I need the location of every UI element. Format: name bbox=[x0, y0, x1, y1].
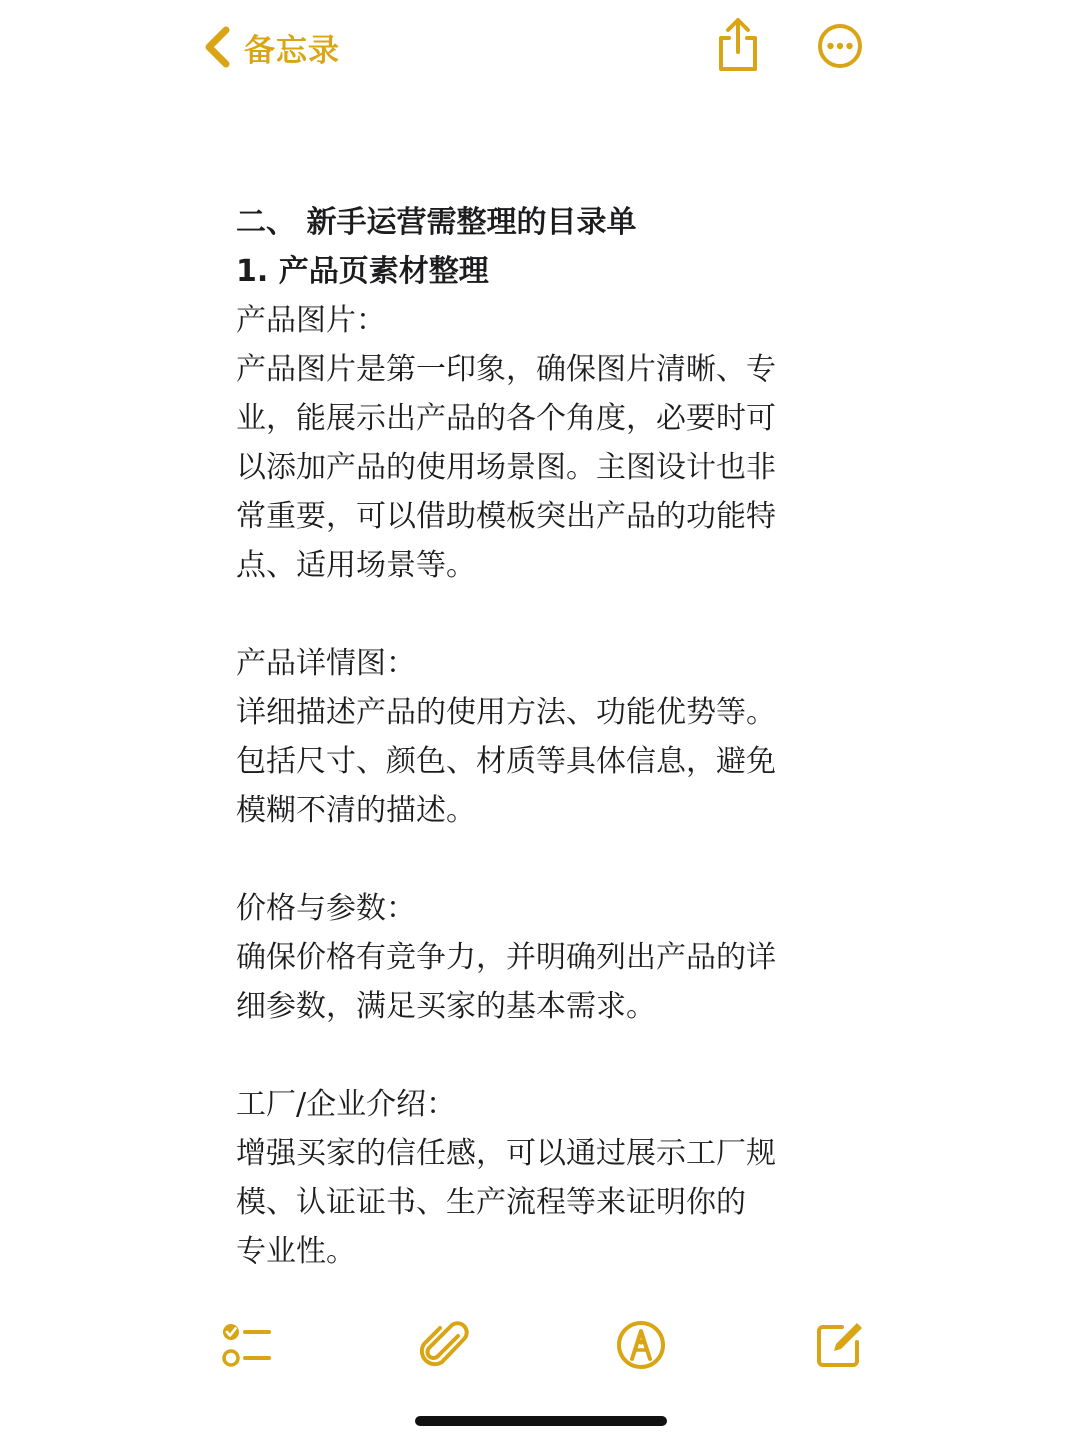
compose-icon[interactable] bbox=[812, 1318, 866, 1372]
navigation-bar bbox=[0, 0, 1080, 100]
note-text-line: 点、适用场景等。 bbox=[236, 548, 476, 583]
note-text-line: 专业性。 bbox=[236, 1234, 356, 1269]
chevron-left-icon bbox=[200, 22, 234, 72]
blank-line bbox=[236, 1031, 836, 1080]
note-text-line: 业，能展示出产品的各个角度，必要时可 bbox=[236, 401, 776, 436]
checklist-icon[interactable] bbox=[218, 1318, 272, 1372]
note-text-line: 价格与参数： bbox=[236, 891, 416, 926]
note-body[interactable] bbox=[236, 198, 836, 1276]
markup-pen-icon[interactable] bbox=[614, 1318, 668, 1372]
note-text-line: 产品图片是第一印象，确保图片清晰、专 bbox=[236, 352, 776, 387]
note-text-line: 模糊不清的描述。 bbox=[236, 793, 476, 828]
note-text-line: 增强买家的信任感，可以通过展示工厂规 bbox=[236, 1136, 776, 1171]
back-button[interactable] bbox=[200, 22, 340, 72]
note-text-line: 详细描述产品的使用方法、功能优势等。 bbox=[236, 695, 776, 730]
note-text-line: 产品图片： bbox=[236, 303, 386, 338]
note-text-line: 产品详情图： bbox=[236, 646, 416, 681]
bottom-toolbar bbox=[0, 1310, 1080, 1380]
note-text-line: 确保价格有竞争力，并明确列出产品的详 bbox=[236, 940, 776, 975]
note-text-line: 工厂/企业介绍： bbox=[236, 1087, 457, 1122]
ellipsis-circle-icon[interactable] bbox=[816, 22, 864, 70]
home-indicator[interactable] bbox=[415, 1416, 667, 1426]
note-text-line: 包括尺寸、颜色、材质等具体信息，避免 bbox=[236, 744, 776, 779]
share-icon[interactable] bbox=[713, 16, 763, 74]
blank-line bbox=[236, 590, 836, 639]
back-label: 备忘录 bbox=[244, 32, 340, 69]
blank-line bbox=[236, 835, 836, 884]
note-text-line: 模、认证证书、生产流程等来证明你的 bbox=[236, 1185, 746, 1220]
note-heading: 二、 新手运营需整理的目录单 bbox=[236, 205, 637, 240]
note-text-line: 常重要，可以借助模板突出产品的功能特 bbox=[236, 499, 776, 534]
note-text-line: 以添加产品的使用场景图。主图设计也非 bbox=[236, 450, 776, 485]
note-heading: 1. 产品页素材整理 bbox=[236, 254, 489, 289]
paperclip-icon[interactable] bbox=[418, 1318, 472, 1372]
note-text-line: 细参数，满足买家的基本需求。 bbox=[236, 989, 656, 1024]
